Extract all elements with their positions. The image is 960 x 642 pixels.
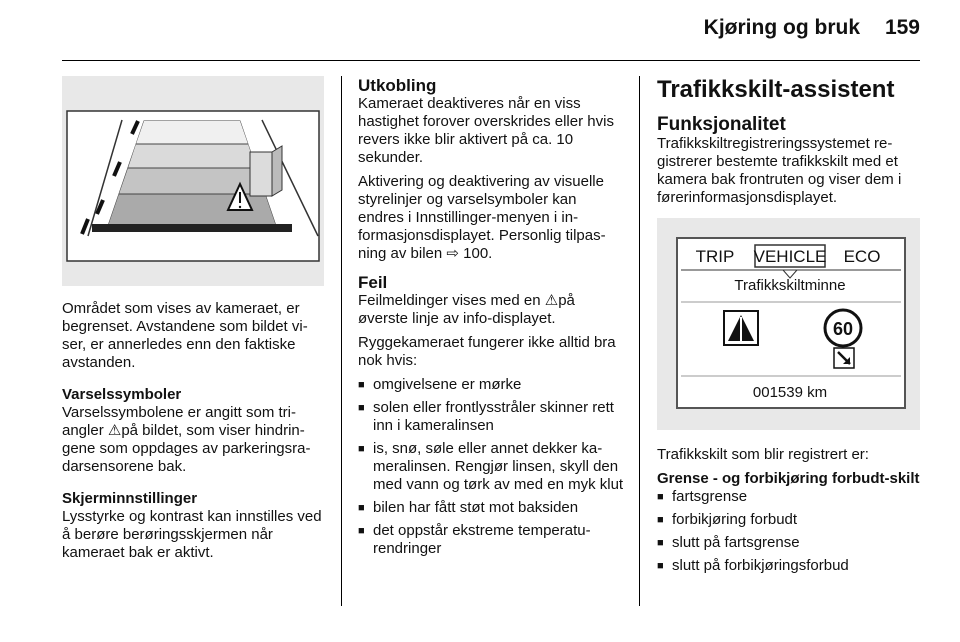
list-item: ■ fartsgrense xyxy=(657,488,921,506)
paragraph-feil-2: Ryggekameraet fungerer ikke alltid bra nok hvis: xyxy=(358,334,616,369)
list-item: ■ bilen har fått støt mot baksiden xyxy=(358,499,624,517)
warning-triangle-icon: ⚠ xyxy=(544,292,559,309)
display-tab-eco: ECO xyxy=(843,247,881,266)
column-divider-2 xyxy=(639,76,640,606)
page-ref-arrow-icon: ⇨ xyxy=(446,245,459,262)
list-item: ■ forbikjøring forbudt xyxy=(657,511,921,529)
header-rule xyxy=(62,60,920,61)
display-tab-vehicle: VEHICLE xyxy=(753,247,827,266)
column-middle xyxy=(358,76,624,563)
driver-info-display-drawing xyxy=(657,218,920,430)
bullet-list-feil xyxy=(358,376,624,558)
page-ref: 100. xyxy=(463,245,493,262)
heading-skjerminnstillinger: Skjerminnstillinger xyxy=(62,490,198,507)
paragraph-varselssymboler xyxy=(62,404,324,476)
column-right-lower xyxy=(657,446,921,580)
paragraph-utkobling-1: Kameraet deaktiveres når en viss hastighet forover overskrides eller hvis revers ikke blir aktivert på ca. 10 sekunder. xyxy=(358,95,614,166)
utkobling-text: Aktivering og deaktivering av visuelle styrelinjer og varselsymboler kan endres i Innstillinger-menyen i in-formasjonsdisplayet. Personlig tilpas-ning av bilen xyxy=(358,173,606,262)
heading-trafikkskilt-assistent: Trafikkskilt-assistent xyxy=(657,76,895,103)
paragraph-funksjonalitet: Trafikkskiltregistreringssystemet re-gistrerer bestemte trafikkskilt med et kamera bak frontruten og viser dem i førerinformasjonsdisplayet. xyxy=(657,135,902,206)
list-item: ■ slutt på fartsgrense xyxy=(657,534,921,552)
heading-varselssymboler: Varselssymboler xyxy=(62,386,182,403)
column-left xyxy=(62,300,324,568)
varsel-text-1: Varselssymbolene er angitt som tri-angler xyxy=(62,404,296,439)
list-item: ■ is, snø, søle eller annet dekker ka-meralinsen. Rengjør linsen, skyll den med vann og tørk av med en myk klut xyxy=(358,440,624,494)
column-divider-1 xyxy=(341,76,342,606)
list-item: ■ slutt på forbikjøringsforbud xyxy=(657,557,921,575)
rear-camera-drawing xyxy=(62,76,324,286)
varsel-text-2: på bildet, som viser hindrin-gene som oppdages av parkeringsra-darsensorene bak. xyxy=(62,422,311,475)
heading-funksjonalitet: Funksjonalitet xyxy=(657,114,786,135)
display-heading: Trafikkskiltminne xyxy=(734,277,846,294)
list-item: ■ omgivelsene er mørke xyxy=(358,376,624,394)
running-header-title: Kjøring og bruk xyxy=(703,16,860,39)
speed-limit-sign-icon xyxy=(825,310,861,346)
display-tab-trip: TRIP xyxy=(695,247,735,266)
speed-limit-value: 60 xyxy=(832,319,854,339)
rear-camera-illustration xyxy=(62,76,324,286)
end-of-restriction-sign-icon xyxy=(834,348,854,368)
warning-triangle-icon: ⚠ xyxy=(107,422,122,439)
feil-text-2: på øverste linje av info-displayet. xyxy=(358,292,575,327)
paragraph-skjerminnstillinger: Lysstyrke og kontrast kan innstilles ved å berøre berøringsskjermen når kameraet bak er aktivt. xyxy=(62,508,322,561)
feil-text-1: Feilmeldinger vises med en xyxy=(358,292,541,309)
odometer-value: 001539 km xyxy=(752,384,828,401)
paragraph-utkobling-2 xyxy=(358,173,624,263)
paragraph-feil-1 xyxy=(358,292,624,328)
bullet-list-signs xyxy=(657,488,921,575)
heading-registered-signs: Grense - og forbikjøring forbudt-skilt xyxy=(657,470,920,487)
paragraph-registered-intro: Trafikkskilt som blir registrert er: xyxy=(657,446,869,463)
list-item: ■ det oppstår ekstreme temperatu-rendringer xyxy=(358,522,624,558)
heading-utkobling: Utkobling xyxy=(358,76,437,95)
page-number: 159 xyxy=(884,16,920,39)
overtaking-prohibited-sign-icon xyxy=(724,311,758,345)
figure-caption: Området som vises av kameraet, er begrenset. Avstandene som bildet vi-ser, er annerledes enn den faktiske avstanden. xyxy=(62,300,308,371)
list-item: ■ solen eller frontlysstråler skinner rett inn i kameralinsen xyxy=(358,399,624,435)
column-right xyxy=(657,76,921,213)
heading-feil: Feil xyxy=(358,273,388,292)
driver-info-display-illustration xyxy=(657,218,920,430)
